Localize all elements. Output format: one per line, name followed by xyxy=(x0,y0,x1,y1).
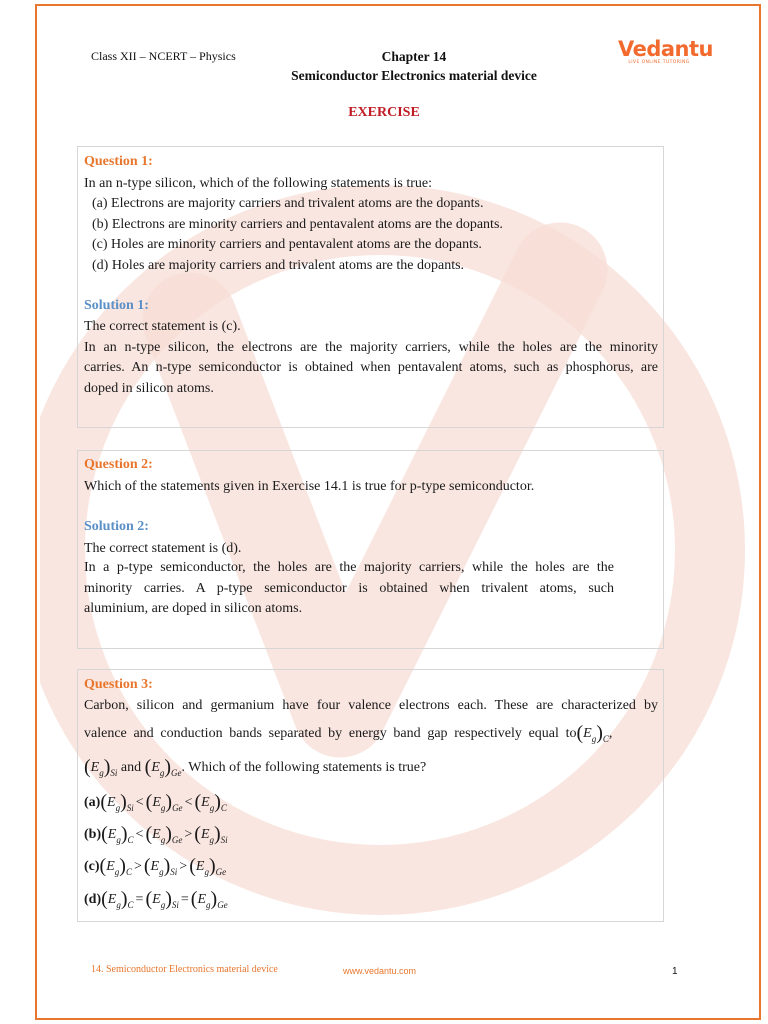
chapter-title: Semiconductor Electronics material device xyxy=(291,68,537,83)
symbol-g: g xyxy=(591,734,597,744)
option-label: (a) xyxy=(84,795,101,810)
symbol-e: E xyxy=(152,795,161,810)
chapter-header xyxy=(230,47,598,85)
question-1-option-c: (c) Holes are minority carriers and pentavalent atoms are the dopants. xyxy=(92,237,482,252)
question-1-option-a: (a) Electrons are majority carriers and trivalent atoms are the dopants. xyxy=(92,196,484,211)
symbol-g: g xyxy=(160,803,166,813)
symbol-e: E xyxy=(90,760,100,775)
equation-term: $(E_g)_{Ge}$ xyxy=(190,888,228,910)
symbol-g: g xyxy=(99,768,104,778)
symbol-g: g xyxy=(116,900,121,910)
solution-2-heading: Solution 2: xyxy=(84,519,149,534)
option-label: (b) xyxy=(84,827,102,842)
equation-term: $(E_g)_{Si}$ xyxy=(100,791,134,813)
symbol-e: E xyxy=(200,827,210,842)
comparison-operator: < xyxy=(135,827,144,842)
solution-2-line: aluminium, are doped in silicon atoms. xyxy=(84,601,303,616)
symbol-e: E xyxy=(107,892,117,907)
equation-term: $(E_g)_{Ge}$ xyxy=(189,855,227,877)
solution-2-text: minority carries. A p-type semiconductor is obtained when trivalent atoms, such xyxy=(84,581,614,596)
symbol-g: g xyxy=(204,867,209,877)
symbol-g: g xyxy=(114,867,120,877)
solution-1-line: The correct statement is (c). xyxy=(84,319,241,334)
symbol-g: g xyxy=(209,835,214,845)
subscript-material: C xyxy=(125,867,132,877)
question-3-text-line-3 xyxy=(84,756,426,779)
solution-1-line xyxy=(84,340,658,356)
question-1-option-d: (d) Holes are majority carriers and trivalent atoms are the dopants. xyxy=(92,258,465,273)
symbol-e: E xyxy=(107,795,116,810)
symbol-e: E xyxy=(195,859,205,874)
solution-2-text: In a p-type semiconductor, the holes are the majority carriers, while the holes are the xyxy=(84,560,614,575)
equation-term: $(E_g)_{Si}$ xyxy=(143,855,178,877)
option-label: (c) xyxy=(84,859,100,874)
logo-tagline: LIVE ONLINE TUTORING xyxy=(628,60,690,65)
footer-chapter-ref: 14. Semiconductor Electronics material device xyxy=(91,964,278,975)
option-label: (d) xyxy=(84,892,102,907)
question-1-option-b: (b) Electrons are minority carriers and pentavalent atoms are the dopants. xyxy=(92,217,503,232)
symbol-g: g xyxy=(160,900,166,910)
equation-term: $(E_g)_C$ xyxy=(101,823,134,845)
vedantu-logo xyxy=(618,37,713,65)
equation-term: $(E_g)_C$ xyxy=(101,888,134,910)
question-3-option xyxy=(84,855,226,878)
solution-1-heading: Solution 1: xyxy=(84,298,149,313)
solution-1-text: carries. An n-type semiconductor is obtained when pentavalent atoms, such as phosphorus, are xyxy=(84,360,658,375)
footer-website: www.vedantu.com xyxy=(343,966,417,976)
chapter-number: Chapter 14 xyxy=(381,49,447,64)
solution-1-line: doped in silicon atoms. xyxy=(84,381,214,396)
question-1-heading: Question 1: xyxy=(84,154,153,169)
page-number: 1 xyxy=(672,966,678,977)
comparison-operator: > xyxy=(179,859,188,874)
equation-term: $(E_g)_{Ge}$ xyxy=(145,823,183,845)
subscript-material: C xyxy=(220,803,227,813)
question-3-text: valence and conduction bands separated by energy band gap respectively equal to xyxy=(84,726,577,741)
question-3-text-line-2: valence and conduction bands separated by energy band gap respectively equal $to(E_g)_C$, xyxy=(84,722,613,744)
subscript-material: Ge xyxy=(171,835,183,845)
question-3-option xyxy=(84,888,228,911)
subscript-material: Si xyxy=(220,835,228,845)
symbol-g: g xyxy=(206,900,211,910)
equation-term: $(E_g)_{Si}$ xyxy=(194,823,228,845)
symbol-e: E xyxy=(150,859,160,874)
equation-term: $(E_g)_C$ xyxy=(99,855,132,877)
equation-term: $(E_g)_{Si}$ xyxy=(145,888,179,910)
symbol-e: E xyxy=(107,827,117,842)
comparison-operator: > xyxy=(133,859,142,874)
equation-term: $(E_g)_C$ xyxy=(194,791,227,813)
subscript-material: Ge xyxy=(217,900,228,910)
subscript-material: Si xyxy=(170,867,178,877)
logo-text: Vedantu xyxy=(618,37,713,61)
symbol-e: E xyxy=(106,859,115,874)
question-3-text-line-1 xyxy=(84,698,658,714)
class-label: Class XII – NCERT – Physics xyxy=(91,49,236,63)
solution-1-text: In an n-type silicon, the electrons are the majority carriers, while the holes are the minority xyxy=(84,340,658,355)
symbol-g: g xyxy=(115,803,121,813)
equation-eg-ge: $(E_g)_{Ge}$ xyxy=(144,756,182,778)
question-3-and: and xyxy=(120,760,142,775)
solution-1-line xyxy=(84,360,658,376)
subscript-material: Ge xyxy=(172,803,183,813)
symbol-g: g xyxy=(159,768,165,778)
question-3-text: Carbon, silicon and germanium have four valence electrons each. These are characterized by xyxy=(84,698,658,713)
section-title: EXERCISE xyxy=(348,105,420,120)
question-3-option xyxy=(84,791,227,814)
symbol-g: g xyxy=(209,803,215,813)
symbol-e: E xyxy=(152,892,161,907)
comparison-operator: = xyxy=(135,892,144,907)
subscript-material: Ge xyxy=(215,867,227,877)
symbol-g: g xyxy=(159,867,164,877)
symbol-e: E xyxy=(151,760,160,775)
question-1-text: In an n-type silicon, which of the following statements is true: xyxy=(84,176,432,191)
solution-2-line: The correct statement is (d). xyxy=(84,541,242,556)
subscript-c: C xyxy=(602,734,609,744)
comparison-operator: < xyxy=(135,795,144,810)
comparison-operator: < xyxy=(184,795,193,810)
symbol-g: g xyxy=(160,835,166,845)
subscript-material: Si xyxy=(126,803,134,813)
symbol-g: g xyxy=(116,835,121,845)
symbol-e: E xyxy=(152,827,161,842)
subscript-ge: Ge xyxy=(171,768,182,778)
subscript-material: Si xyxy=(171,900,179,910)
question-2-heading: Question 2: xyxy=(84,457,153,472)
equation-eg-c: $(E_g)_C$ xyxy=(576,722,609,744)
symbol-e: E xyxy=(201,795,210,810)
subscript-material: C xyxy=(127,835,134,845)
solution-2-line xyxy=(84,560,614,576)
question-3-option xyxy=(84,823,228,846)
question-3-heading: Question 3: xyxy=(84,677,153,692)
question-2-text: Which of the statements given in Exercise 14.1 is true for p-type semiconductor. xyxy=(84,479,535,494)
symbol-e: E xyxy=(197,892,207,907)
equation-eg-si: $(E_g)_{Si}$ xyxy=(84,756,118,778)
comparison-operator: = xyxy=(180,892,189,907)
subscript-material: C xyxy=(127,900,134,910)
equation-term: $(E_g)_{Ge}$ xyxy=(145,791,183,813)
solution-2-line xyxy=(84,581,614,597)
question-3-tail: . Which of the following statements is true? xyxy=(181,760,427,775)
subscript-si: Si xyxy=(110,768,118,778)
symbol-e: E xyxy=(583,726,592,741)
comparison-operator: > xyxy=(184,827,193,842)
